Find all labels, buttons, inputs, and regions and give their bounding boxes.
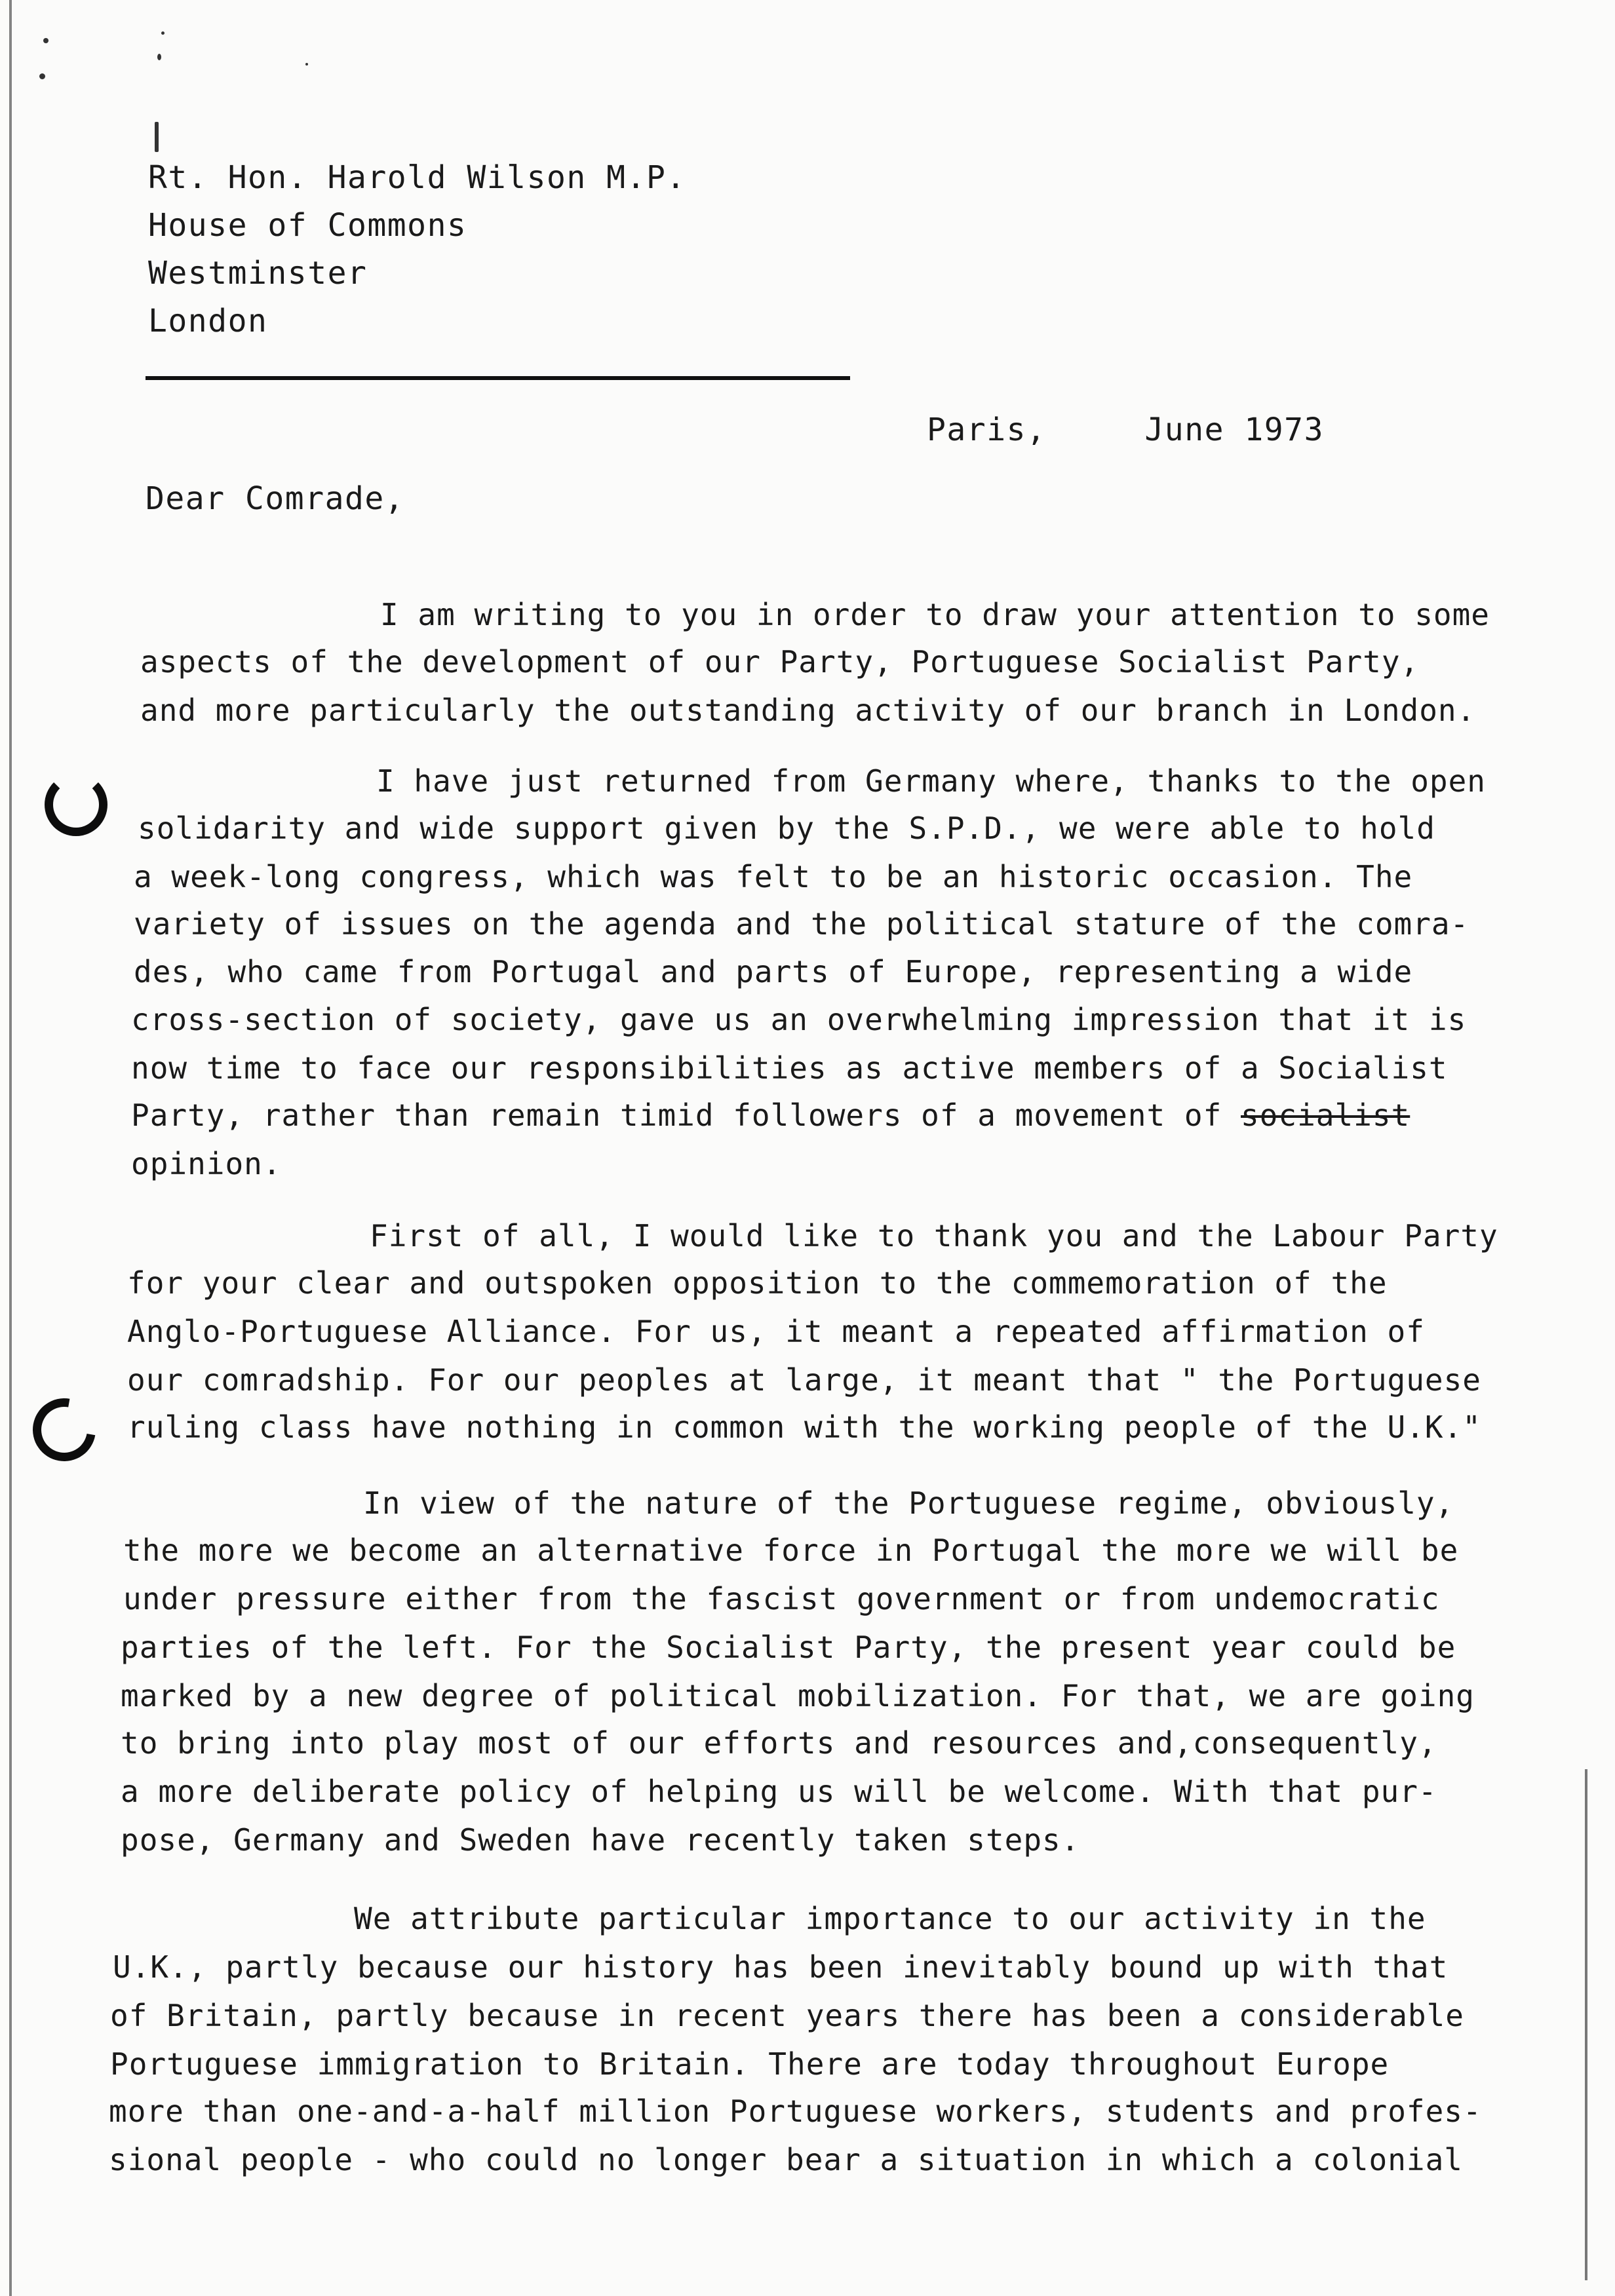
body-line: to bring into play most of our efforts and resources and,consequently,: [121, 1725, 1437, 1761]
body-line: parties of the left. For the Socialist Party, the present year could be: [121, 1630, 1456, 1665]
body-line: the more we become an alternative force in Portugal the more we will be: [123, 1533, 1459, 1568]
date: June 1973: [1144, 411, 1324, 448]
body-line: Anglo-Portuguese Alliance. For us, it meant a repeated affirmation of: [127, 1314, 1425, 1349]
salutation: Dear Comrade,: [146, 480, 405, 517]
body-line-text: Party, rather than remain timid followers of a movement of: [131, 1098, 1222, 1133]
address-line: Rt. Hon. Harold Wilson M.P.: [148, 159, 686, 196]
scan-edge-line: [1585, 1769, 1587, 2280]
body-line: sional people - who could no longer bear a situation in which a colonial: [109, 2142, 1463, 2177]
punch-hole: [20, 1386, 108, 1474]
body-line: des, who came from Portugal and parts of Europe, representing a wide: [134, 954, 1413, 989]
body-line: variety of issues on the agenda and the political stature of the comra-: [134, 906, 1469, 942]
body-line: for your clear and outspoken opposition to the commemoration of the: [127, 1265, 1388, 1301]
body-line: under pressure either from the fascist government or from undemocratic: [123, 1581, 1440, 1617]
body-line: [131, 1092, 1410, 1139]
body-line: Portuguese immigration to Britain. There are today throughout Europe: [110, 2046, 1390, 2082]
body-line: opinion.: [131, 1146, 282, 1181]
place: Paris,: [927, 411, 1047, 448]
scan-speck: [305, 63, 308, 66]
scan-speck: [157, 54, 161, 60]
body-line: of Britain, partly because in recent years there has been a considerable: [110, 1998, 1464, 2033]
body-line: and more particularly the outstanding activity of our branch in London.: [140, 693, 1476, 728]
struck-word: socialist: [1240, 1098, 1411, 1133]
scan-speck: [155, 122, 159, 152]
scan-speck: [43, 38, 49, 43]
address-line: London: [148, 303, 268, 339]
address-line: Westminster: [148, 255, 368, 292]
body-line: U.K., partly because our history has been inevitably bound up with that: [113, 1949, 1449, 1985]
dateline: [927, 411, 1324, 448]
body-line: aspects of the development of our Party, Portuguese Socialist Party,: [140, 644, 1420, 679]
body-line: cross-section of society, gave us an overwhelming impression that it is: [131, 1002, 1467, 1037]
address-rule: [146, 376, 850, 380]
body-line: We attribute particular importance to our activity in the: [354, 1901, 1426, 1936]
body-line: I have just returned from Germany where, thanks to the open: [376, 763, 1486, 799]
body-line: marked by a new degree of political mobilization. For that, we are going: [121, 1678, 1475, 1713]
body-line: more than one-and-a-half million Portuguese workers, students and profes-: [109, 2094, 1482, 2129]
body-line: a more deliberate policy of helping us will be welcome. With that pur-: [121, 1774, 1437, 1809]
body-line: In view of the nature of the Portuguese regime, obviously,: [363, 1485, 1454, 1521]
body-line: First of all, I would like to thank you and the Labour Party: [370, 1218, 1498, 1253]
punch-hole: [45, 773, 107, 836]
scan-speck: [161, 31, 165, 35]
body-line: I am writing to you in order to draw your attention to some: [380, 597, 1490, 632]
scan-edge-line: [9, 0, 12, 2296]
scan-speck: [39, 73, 45, 79]
body-line: solidarity and wide support given by the S.P.D., we were able to hold: [138, 811, 1435, 846]
body-line: now time to face our responsibilities as active members of a Socialist: [131, 1050, 1448, 1086]
body-line: a week-long congress, which was felt to be an historic occasion. The: [134, 859, 1413, 894]
address-line: House of Commons: [148, 207, 467, 244]
body-line: ruling class have nothing in common with the working people of the U.K.": [127, 1409, 1481, 1445]
body-line: our comradship. For our peoples at large, it meant that " the Portuguese: [127, 1362, 1481, 1398]
body-line: pose, Germany and Sweden have recently taken steps.: [121, 1822, 1080, 1858]
